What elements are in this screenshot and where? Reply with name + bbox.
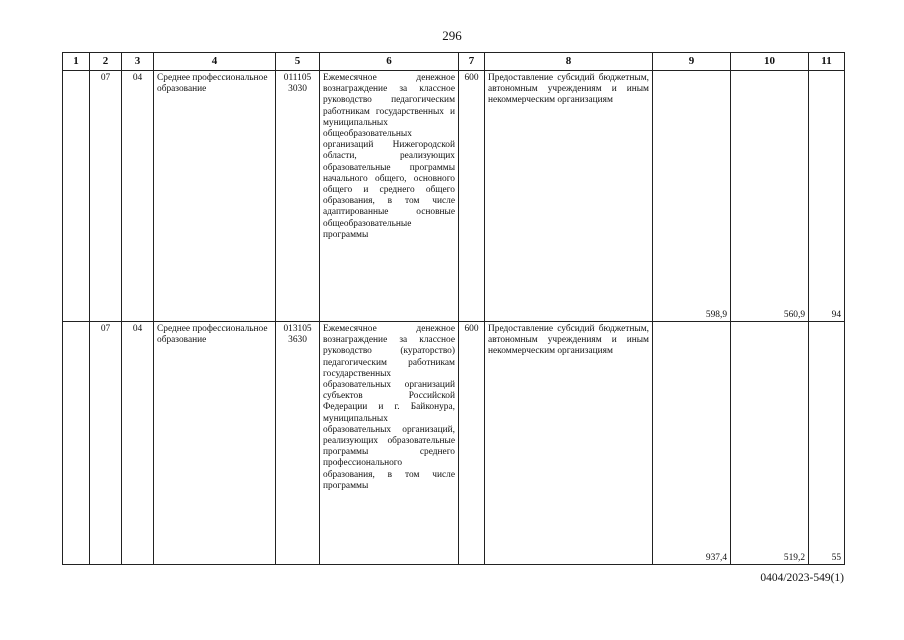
col-header-10: 10 xyxy=(731,53,809,71)
cell-subsection: 04 xyxy=(122,71,154,322)
col-header-8: 8 xyxy=(485,53,653,71)
cell-subsection-name: Среднее профессиональное образование xyxy=(154,71,276,322)
cell-amount-9: 598,9 xyxy=(653,71,731,322)
page-number: 296 xyxy=(442,28,462,43)
cell-amount-11: 94 xyxy=(809,71,845,322)
col-header-9: 9 xyxy=(653,53,731,71)
cell-col1 xyxy=(63,322,90,565)
cell-subsection-name: Среднее профессиональное образование xyxy=(154,322,276,565)
cell-expense-type: 600 xyxy=(459,71,485,322)
col-header-3: 3 xyxy=(122,53,154,71)
cell-amount-9: 937,4 xyxy=(653,322,731,565)
col-header-7: 7 xyxy=(459,53,485,71)
cell-target-description: Ежемесячное денежное вознаграждение за классное руководство педагогическим работникам государственных и муниципальных общеобразовательных организаций Нижегородской области, реализующих образовательные программы начального общего, основного общего и среднего общего образования, в том числе адаптированные основные общеобразовательные программы xyxy=(320,71,459,322)
cell-amount-10: 519,2 xyxy=(731,322,809,565)
cell-section: 07 xyxy=(90,71,122,322)
cell-amount-10: 560,9 xyxy=(731,71,809,322)
cell-expense-description: Предоставление субсидий бюджетным, автономным учреждениям и иным некоммерческим организациям xyxy=(485,71,653,322)
cell-section: 07 xyxy=(90,322,122,565)
header-row xyxy=(63,53,845,71)
cell-expense-description: Предоставление субсидий бюджетным, автономным учреждениям и иным некоммерческим организациям xyxy=(485,322,653,565)
col-header-11: 11 xyxy=(809,53,845,71)
document-code: 0404/2023-549(1) xyxy=(760,572,844,584)
table-row xyxy=(63,322,845,565)
cell-target-code: 011105 3030 xyxy=(276,71,320,322)
cell-col1 xyxy=(63,71,90,322)
cell-amount-11: 55 xyxy=(809,322,845,565)
col-header-6: 6 xyxy=(320,53,459,71)
cell-target-description: Ежемесячное денежное вознаграждение за классное руководство (кураторство) педагогическим работникам государственных образовательных организаций субъектов Российской Федерации и г. Байконура, муниципальных образовательных организаций, реализующих образовательные программы среднего профессионального образования, в том числе программы xyxy=(320,322,459,565)
col-header-4: 4 xyxy=(154,53,276,71)
col-header-1: 1 xyxy=(63,53,90,71)
cell-subsection: 04 xyxy=(122,322,154,565)
col-header-5: 5 xyxy=(276,53,320,71)
cell-expense-type: 600 xyxy=(459,322,485,565)
cell-target-code: 013105 3630 xyxy=(276,322,320,565)
col-header-2: 2 xyxy=(90,53,122,71)
budget-table xyxy=(62,52,845,565)
table-row xyxy=(63,71,845,322)
